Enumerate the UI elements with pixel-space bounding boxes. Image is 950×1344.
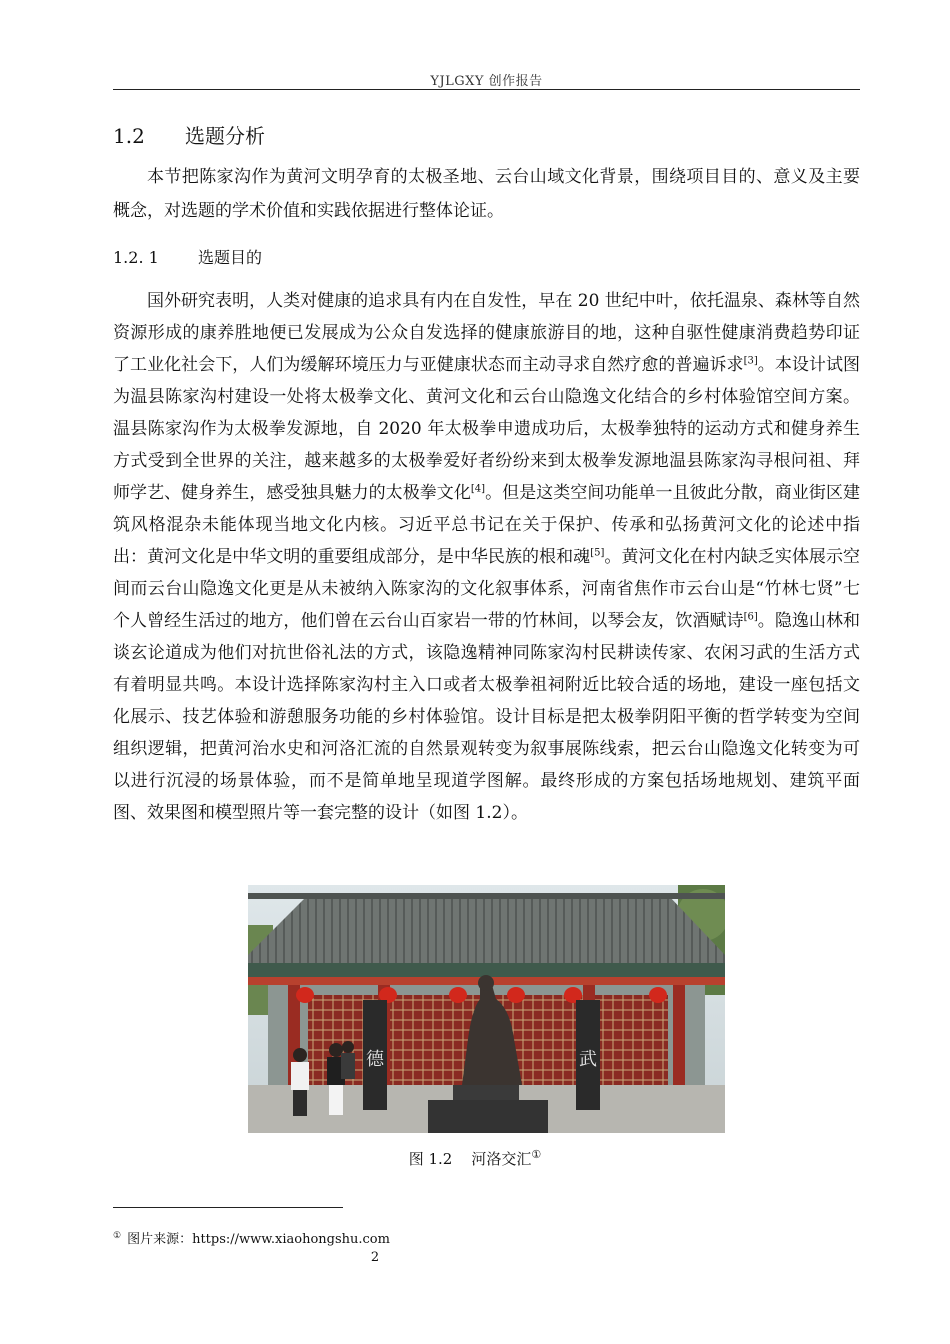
figure-caption [0,1148,950,1169]
body-text-3: 。但是这类空间功能单一且彼此分散，商业街区建筑风格混杂未能体现当地文化内核。习近平总书记在关于保护、传承和弘扬黄河文化的论述中指出：黄河文化是中华文明的重要组成部分，是中华民族的根和魂 [113,483,861,567]
citation-6: [6] [743,611,758,623]
footnote-text: 图片来源：https://www.xiaohongshu.com [127,1232,390,1247]
section-title: 选题分析 [185,124,265,148]
header-rule [113,89,860,90]
section-intro: 本节把陈家沟作为黄河文明孕育的太极圣地、云台山域文化背景，围绕项目目的、意义及主要概念，对选题的学术价值和实践依据进行整体论证。 [113,167,860,221]
page-number: 2 [370,1250,380,1265]
caption-label: 图 1.2 [408,1150,453,1168]
body-text-1: 国外研究表明，人类对健康的追求具有内在自发性，早在 20 世纪中叶，依托温泉、森林等自然资源形成的康养胜地便已发展成为公众自发选择的健康旅游目的地，这种自驱性健康消费趋势印证了工业化社会下，人们为缓解环境压力与亚健康状态而主动寻求自然疗愈的普遍诉求 [113,291,860,375]
subsection-heading [113,245,262,268]
footnote-rule [113,1207,343,1208]
figure-photo [248,885,725,1133]
page-header: YJLGXY 创作报告 [430,74,543,89]
caption-note: ① [531,1148,542,1161]
temple-photo-illustration [248,885,725,1133]
body-text-2: 。本设计试图为温县陈家沟村建设一处将太极拳文化、黄河文化和云台山隐逸文化结合的乡村体验馆空间方案。温县陈家沟作为太极拳发源地，自 2020 年太极拳申遗成功后，太极拳独特的运动方式和健身养生方式受到全世界的关注，越来越多的太极拳爱好者纷纷来到太极拳发源地温县陈家沟寻根问祖、拜师学艺、健身养生，感受独具魅力的太极拳文化 [113,355,861,503]
footnote [113,1228,390,1247]
left-plaque-text: 德 [366,1049,384,1070]
body-text-5: 。隐逸山林和谈玄论道成为他们对抗世俗礼法的方式，该隐逸精神同陈家沟村民耕读传家、农闲习武的生活方式有着明显共鸣。本设计选择陈家沟村主入口或者太极拳祖祠附近比较合适的场地，建设一座包括文化展示、技艺体验和游憩服务功能的乡村体验馆。设计目标是把太极拳阴阳平衡的哲学转变为空间组织逻辑，把黄河治水史和河洛汇流的自然景观转变为叙事展陈线索，把云台山隐逸文化转变为可以进行沉浸的场景体验，而不是简单地呈现道学图解。最终形成的方案包括场地规划、建筑平面图、效果图和模型照片等一套完整的设计（如图 1.2）。 [113,611,861,823]
section-heading [113,120,265,149]
body-paragraph [113,285,860,829]
footnote-mark: ① [113,1230,122,1241]
body-text-4: 。黄河文化在村内缺乏实体展示空间而云台山隐逸文化更是从未被纳入陈家沟的文化叙事体系，河南省焦作市云台山是“竹林七贤”七个人曾经生活过的地方，他们曾在云台山百家岩一带的竹林间，以琴会友，饮酒赋诗 [113,547,861,631]
caption-title: 河洛交汇 [471,1150,532,1168]
citation-3: [3] [743,355,758,367]
citation-4: [4] [470,483,486,495]
citation-5: [5] [590,547,605,559]
section-number: 1.2 [113,124,145,148]
subsection-number: 1.2. 1 [113,248,159,267]
subsection-title: 选题目的 [198,248,263,267]
right-plaque-text: 武 [579,1049,597,1070]
